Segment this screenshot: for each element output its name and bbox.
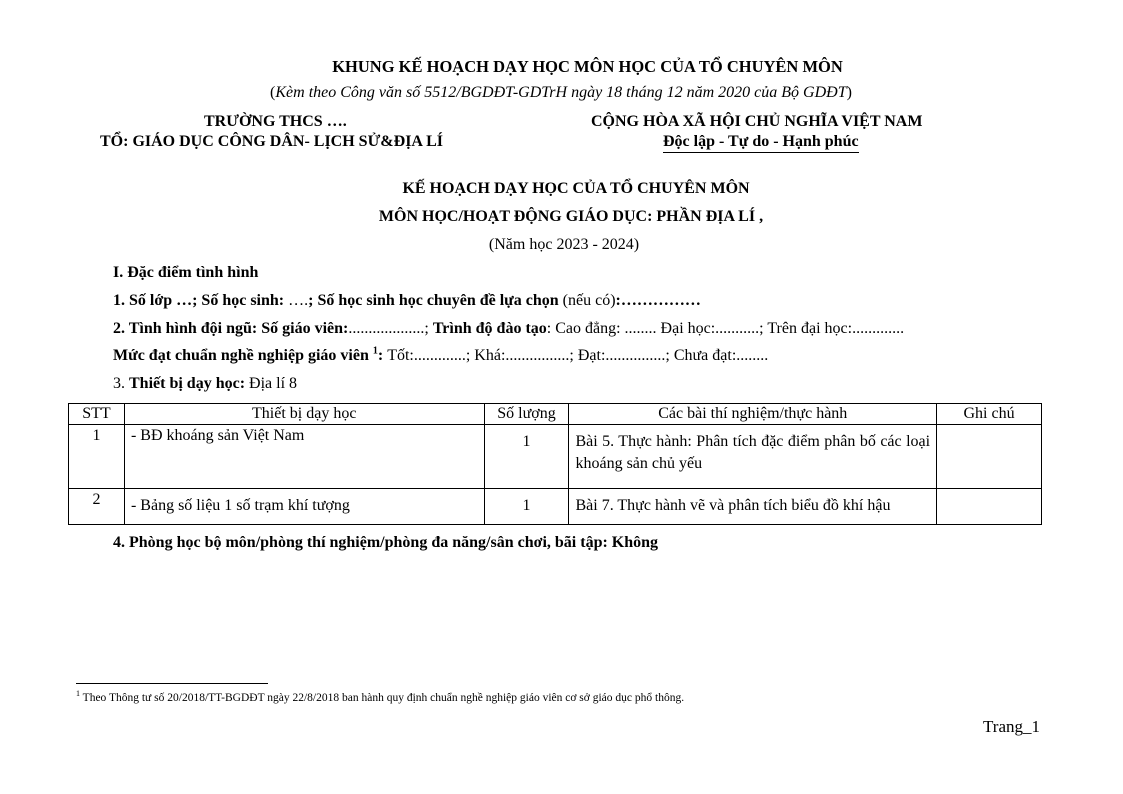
footnote-reference: 1: [372, 345, 378, 357]
row-note: [937, 489, 1042, 525]
row-stt: 1: [69, 425, 125, 489]
header-lesson: Các bài thí nghiệm/thực hành: [569, 404, 937, 425]
row-quantity: 1: [484, 425, 569, 489]
row-device: - BĐ khoáng sản Việt Nam: [124, 425, 484, 489]
staff-info-line: 2. Tình hình đội ngũ: Số giáo viên:...................; Trình độ đào tạo: Cao đẳng: ........ Đại học:...........; Trên đại học:.............: [113, 320, 905, 337]
footnote-divider: [76, 683, 268, 684]
row-quantity: 1: [484, 489, 569, 525]
page-number: Trang_1: [983, 717, 1040, 736]
row-lesson: Bài 5. Thực hành: Phân tích đặc điểm phân bố các loại khoáng sản chủ yếu: [569, 425, 937, 489]
row-lesson: Bài 7. Thực hành vẽ và phân tích biểu đồ khí hậu: [569, 489, 937, 525]
republic-name: CỘNG HÒA XÃ HỘI CHỦ NGHĨA VIỆT NAM: [591, 113, 923, 130]
plan-title: KẾ HOẠCH DẠY HỌC CỦA TỔ CHUYÊN MÔN: [402, 180, 750, 197]
department-name: TỔ: GIÁO DỤC CÔNG DÂN- LỊCH SỬ&ĐỊA LÍ: [100, 133, 443, 150]
row-note: [937, 425, 1042, 489]
equipment-table: [68, 403, 1042, 525]
national-motto: Độc lập - Tự do - Hạnh phúc: [663, 133, 859, 153]
document-title: KHUNG KẾ HOẠCH DẠY HỌC MÔN HỌC CỦA TỔ CHUYÊN MÔN: [332, 57, 843, 76]
equipment-line: 3. Thiết bị dạy học: Địa lí 8: [113, 375, 298, 392]
table-header-row: [69, 404, 1042, 425]
table-row: [69, 489, 1042, 525]
row-device: - Bảng số liệu 1 số trạm khí tượng: [124, 489, 484, 525]
school-year: (Năm học 2023 - 2024): [488, 236, 640, 253]
school-name: TRƯỜNG THCS ….: [204, 113, 347, 130]
footnote-mark: 1: [76, 689, 80, 699]
table-row: [69, 425, 1042, 489]
header-note: Ghi chú: [937, 404, 1042, 425]
plan-subject: MÔN HỌC/HOẠT ĐỘNG GIÁO DỤC: PHẦN ĐỊA LÍ ,: [378, 208, 764, 225]
header-stt: STT: [69, 404, 125, 425]
footnote-text: Theo Thông tư số 20/2018/TT-BGDĐT ngày 22/8/2018 ban hành quy định chuẩn nghề nghiệp giáo viên cơ sở giáo dục phổ thông.: [80, 692, 685, 704]
section-4-line: 4. Phòng học bộ môn/phòng thí nghiệm/phòng đa năng/sân chơi, bãi tập: Không: [113, 534, 659, 551]
teacher-standard-line: Mức đạt chuẩn nghề nghiệp giáo viên $^1$: Tốt:.............; Khá:................; Đạt:...............; Chưa đạt:........: [113, 345, 769, 364]
header-device: Thiết bị dạy học: [124, 404, 484, 425]
attachment-note: (Kèm theo Công văn số 5512/BGDĐT-GDTrH ngày 18 tháng 12 năm 2020 của Bộ GDĐT): [270, 84, 852, 101]
row-stt: 2: [69, 489, 125, 525]
class-info-line: 1. Số lớp …; Số học sinh: ….; Số học sinh học chuyên đề lựa chọn (nếu có):……………: [113, 292, 701, 309]
section-heading: I. Đặc điểm tình hình: [113, 264, 259, 281]
header-quantity: Số lượng: [484, 404, 569, 425]
footnote: [76, 689, 685, 704]
